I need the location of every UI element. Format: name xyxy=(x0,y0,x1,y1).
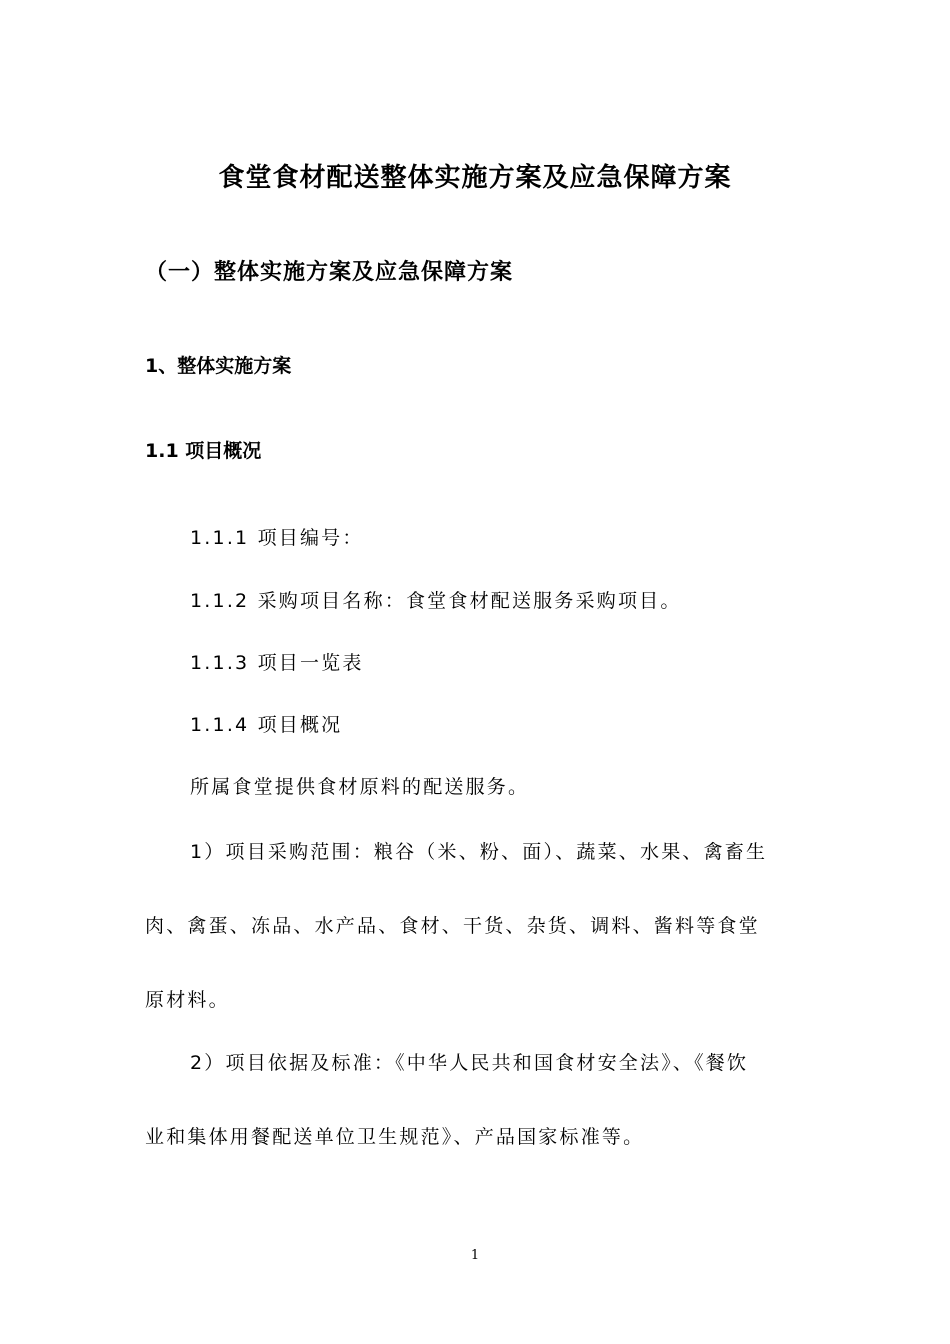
item-project-number: 1.1.1 项目编号： xyxy=(190,527,364,549)
subsubsection-heading: 1.1 项目概况 xyxy=(145,440,262,462)
item-project-overview: 1.1.4 项目概况 xyxy=(190,714,343,736)
paragraph-2-line-2: 业和集体用餐配送单位卫生规范》、产品国家标准等。 xyxy=(145,1126,645,1148)
page-number: 1 xyxy=(470,1248,480,1263)
intro-paragraph: 所属食堂提供食材原料的配送服务。 xyxy=(190,776,530,798)
paragraph-1-line-3: 原材料。 xyxy=(145,989,230,1011)
paragraph-2-line-1: 2）项目依据及标准：《中华人民共和国食材安全法》、《餐饮 xyxy=(190,1052,749,1074)
subsection-heading: 1、整体实施方案 xyxy=(145,355,292,377)
paragraph-1-line-2: 肉、禽蛋、冻品、水产品、食材、干货、杂货、调料、酱料等食堂 xyxy=(145,915,760,937)
section-heading: （一）整体实施方案及应急保障方案 xyxy=(145,260,514,285)
document-title: 食堂食材配送整体实施方案及应急保障方案 xyxy=(218,163,732,193)
paragraph-1-line-1: 1）项目采购范围：粮谷（米、粉、面）、蔬菜、水果、禽畜生 xyxy=(190,841,768,863)
item-project-name: 1.1.2 采购项目名称：食堂食材配送服务采购项目。 xyxy=(190,590,682,612)
item-project-list: 1.1.3 项目一览表 xyxy=(190,652,364,674)
